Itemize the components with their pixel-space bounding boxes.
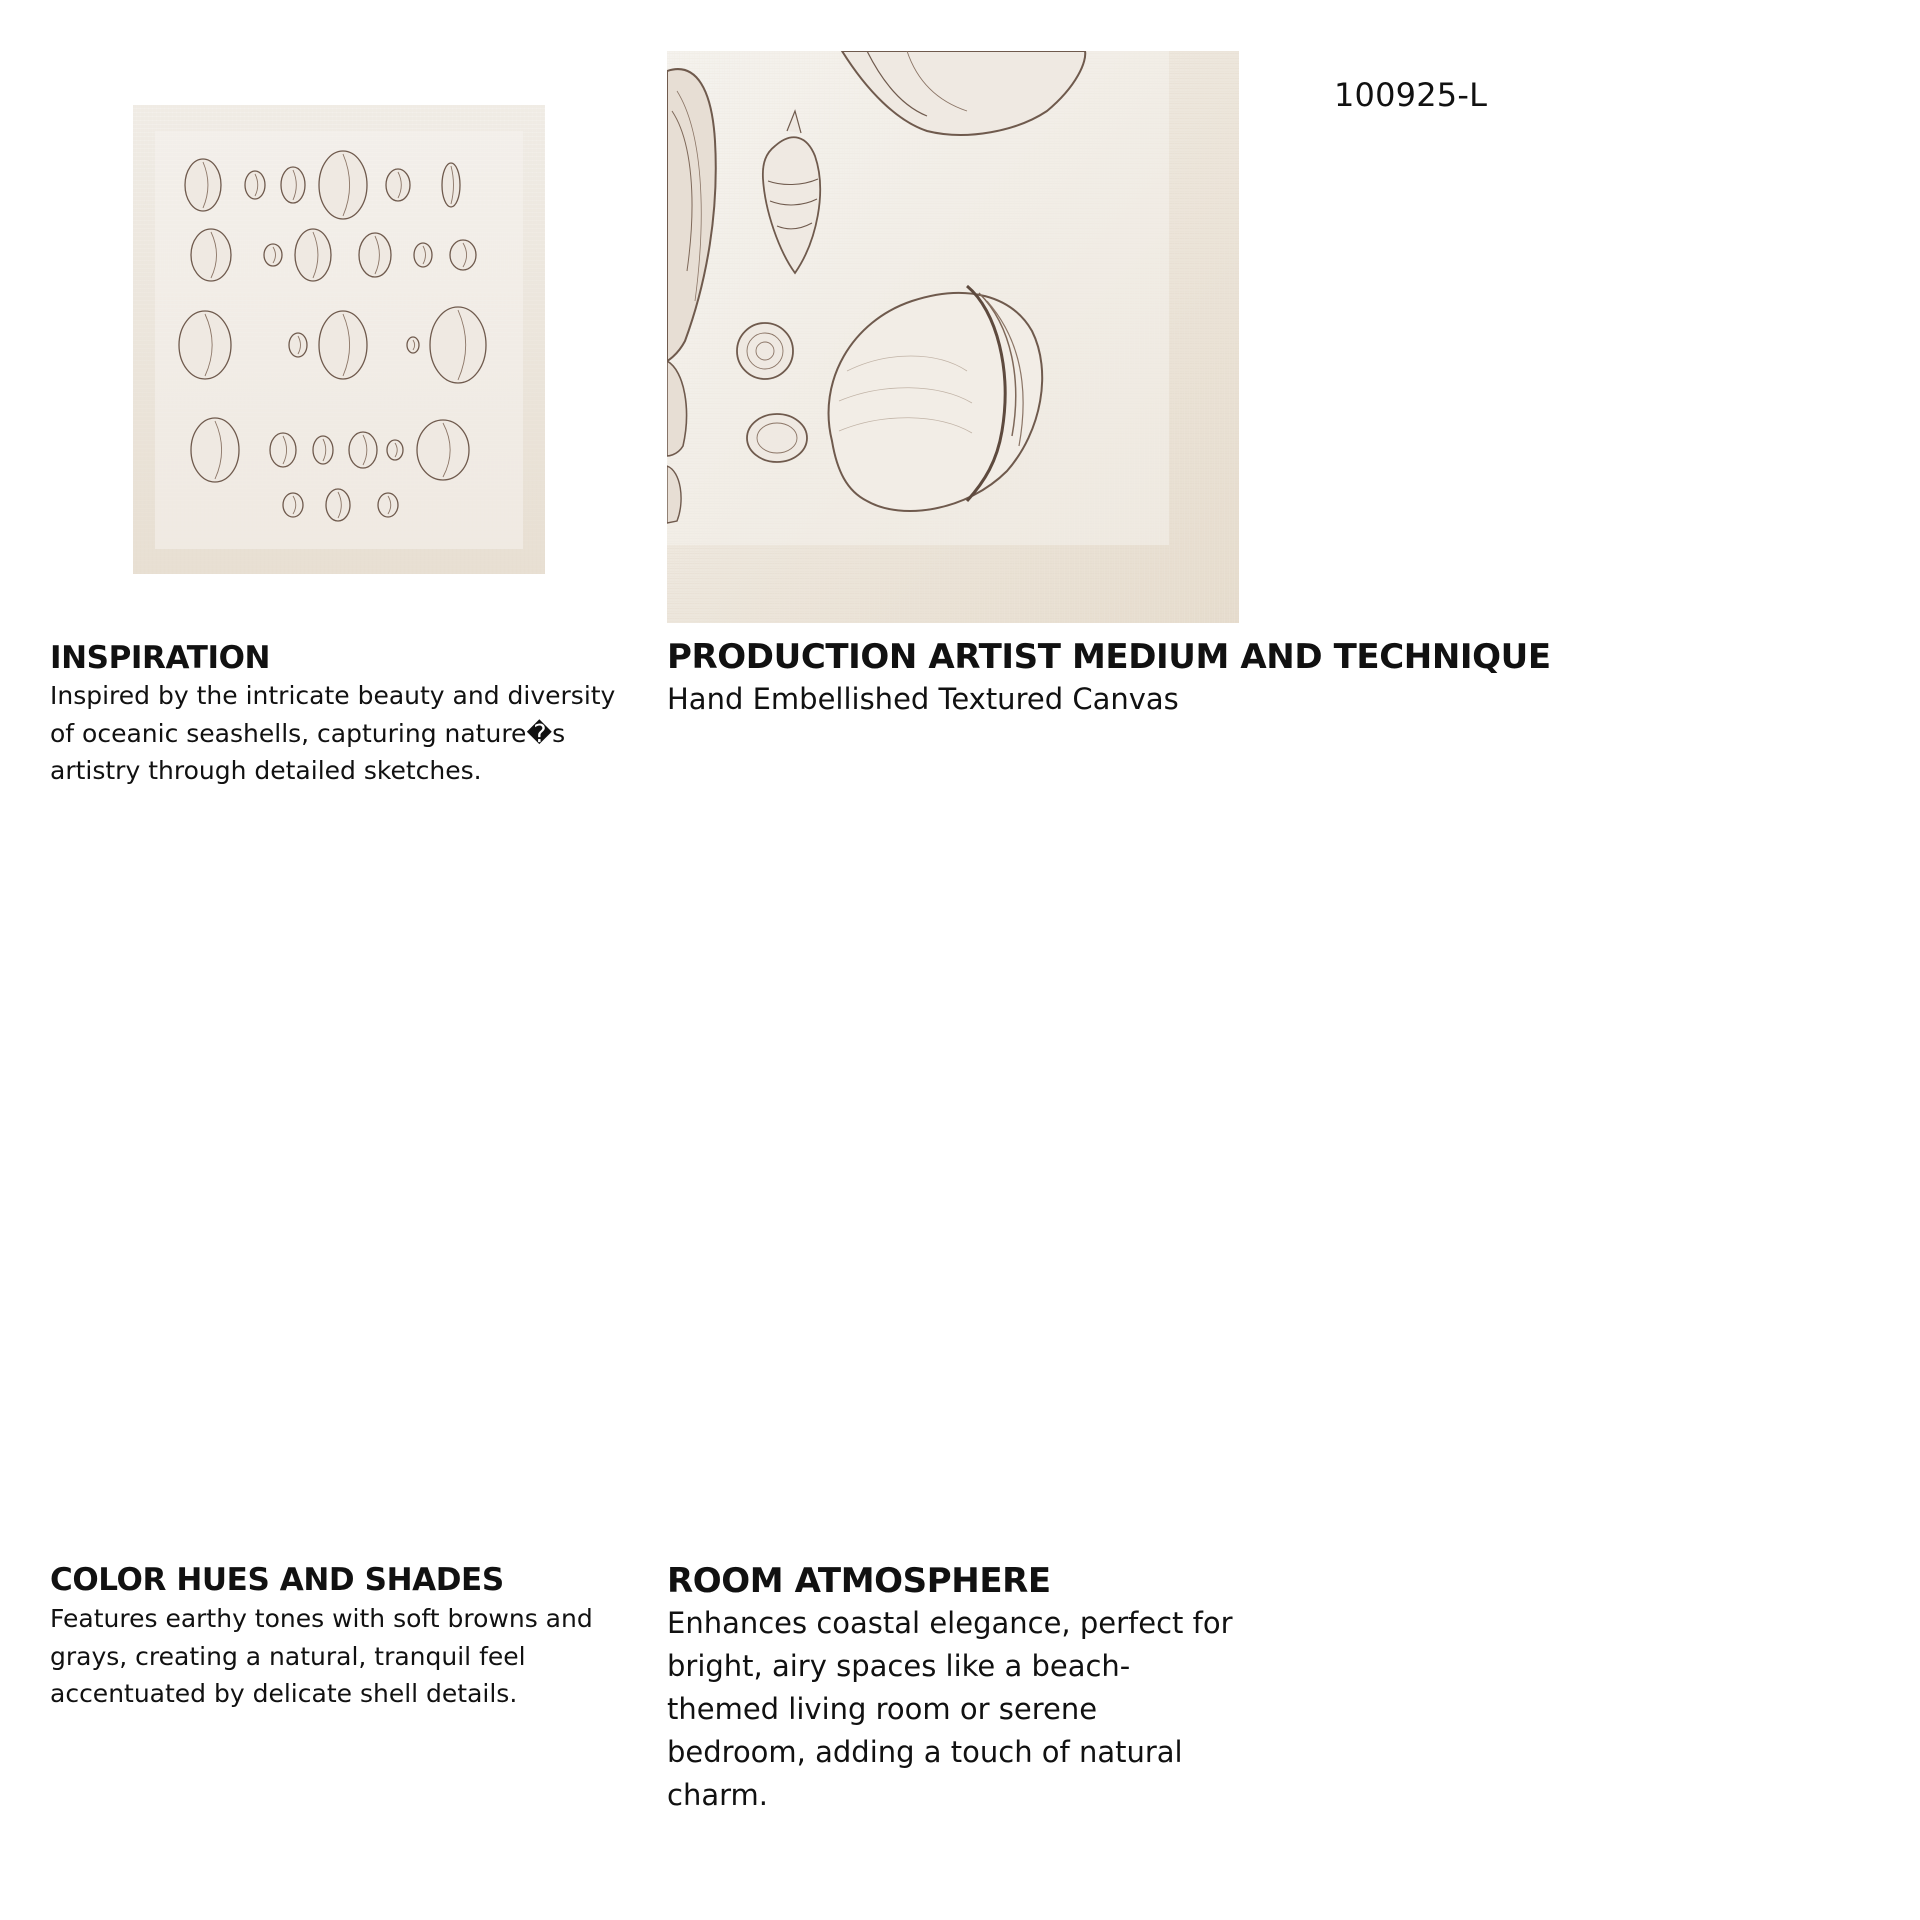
seashell-sketch	[442, 163, 460, 207]
seashell-sketch	[313, 436, 333, 464]
room-atmosphere-heading: ROOM ATMOSPHERE	[667, 1561, 1051, 1601]
artwork-full-view-image	[133, 105, 545, 574]
seashell-sketch	[386, 169, 410, 201]
artwork-full-view-svg	[133, 105, 545, 574]
inspiration-body: Inspired by the intricate beauty and diversity of oceanic seashells, capturing nature�s artistry through detailed sketches.	[50, 681, 616, 785]
color-heading: COLOR HUES AND SHADES	[50, 1562, 504, 1598]
seashell-sketch	[191, 229, 231, 281]
color-body: Features earthy tones with soft browns and grays, creating a natural, tranquil feel accentuated by delicate shell details.	[50, 1604, 593, 1708]
seashell-sketch	[319, 151, 367, 219]
seashell-sketch	[450, 240, 476, 270]
seashell-sketch	[295, 229, 331, 281]
seashell-sketch	[319, 311, 367, 379]
artwork-detail-view-svg	[667, 51, 1239, 623]
seashell-sketch	[417, 420, 469, 480]
seashell-sketch	[179, 311, 231, 379]
production-body: Hand Embellished Textured Canvas	[667, 682, 1179, 716]
product-sku: 100925-L	[1334, 76, 1488, 114]
seashell-sketch	[245, 171, 265, 199]
production-heading: PRODUCTION ARTIST MEDIUM AND TECHNIQUE	[667, 637, 1551, 677]
seashell-sketch	[191, 418, 239, 482]
artwork-detail-view-image	[667, 51, 1239, 623]
seashell-sketch	[270, 433, 296, 467]
seashell-sketch	[185, 159, 221, 211]
seashell-sketch	[326, 489, 350, 521]
room-atmosphere-body: Enhances coastal elegance, perfect for bright, airy spaces like a beach-themed living room or serene bedroom, adding a touch of natural charm.	[667, 1606, 1233, 1812]
inspiration-heading: INSPIRATION	[50, 640, 271, 676]
seashell-sketch	[281, 167, 305, 203]
seashell-sketch	[430, 307, 486, 383]
seashell-sketch	[349, 432, 377, 468]
seashell-sketch	[407, 337, 419, 353]
seashell-sketch	[359, 233, 391, 277]
